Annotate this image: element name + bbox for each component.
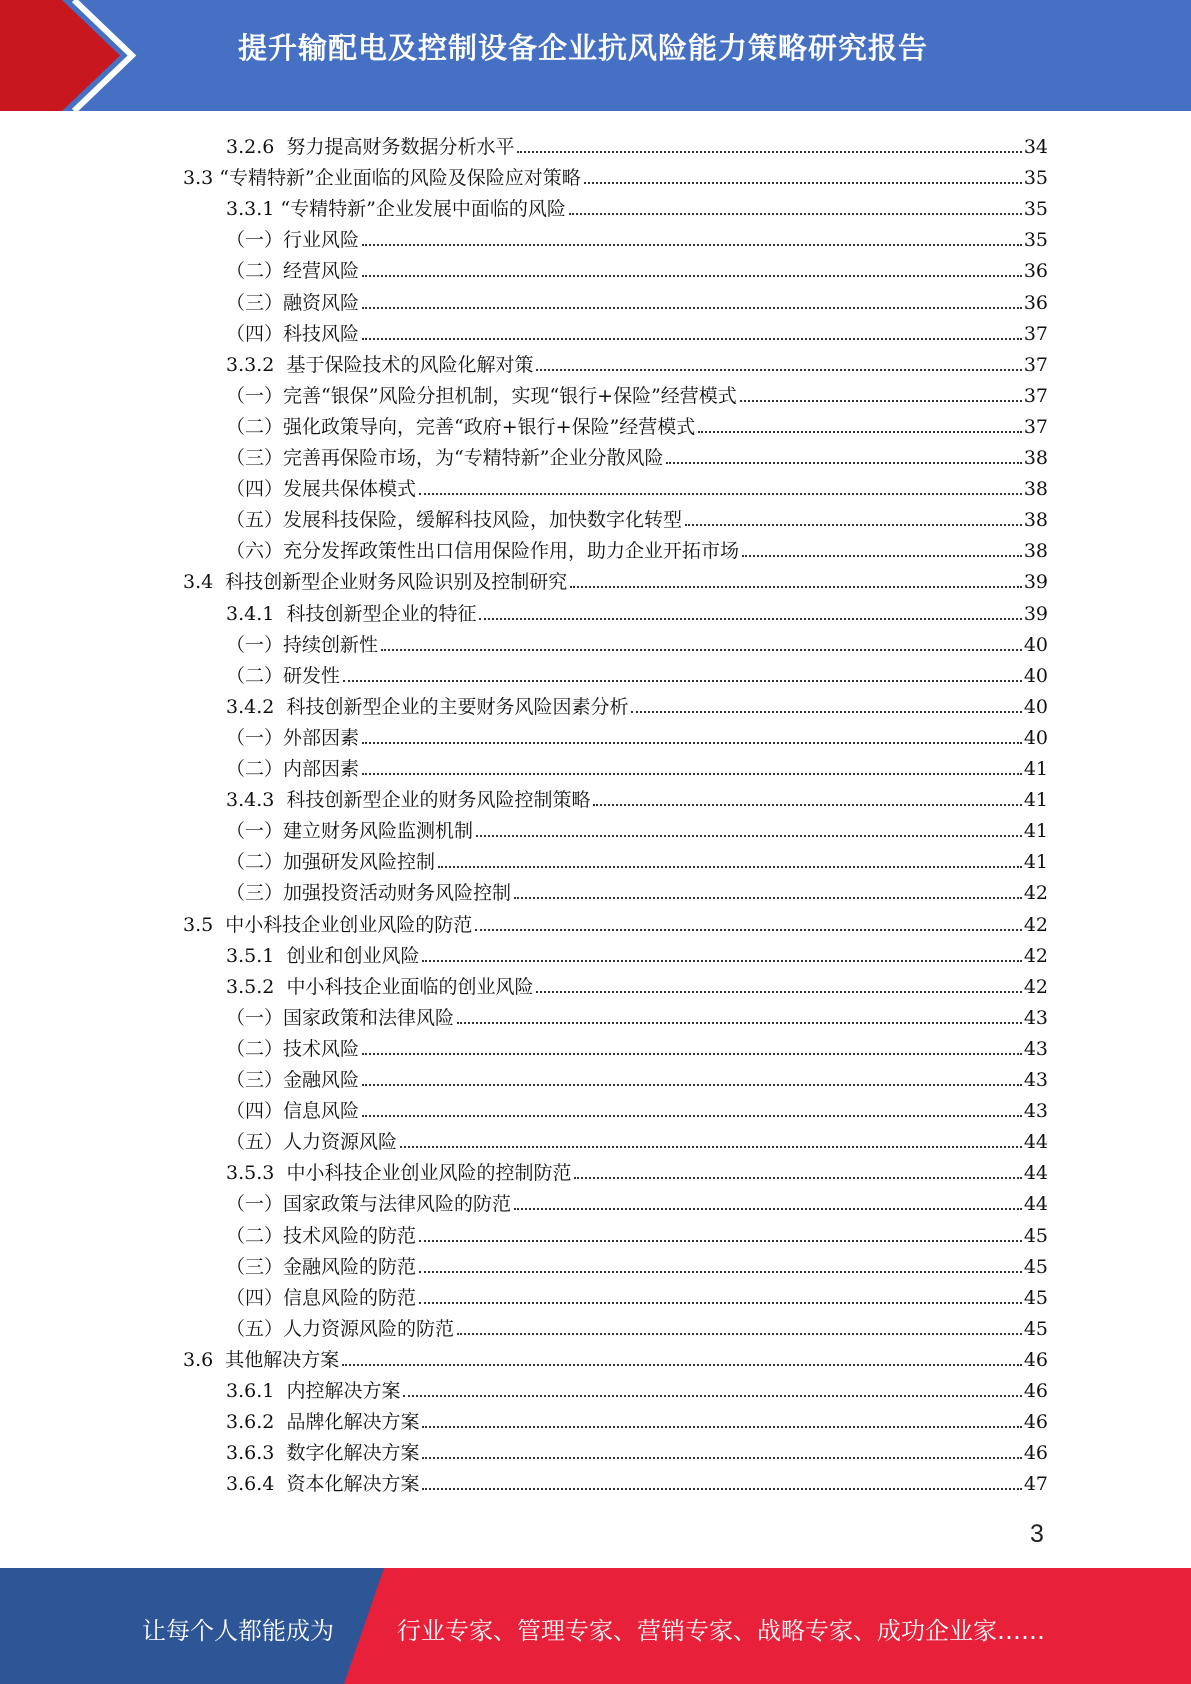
- footer-banner: [0, 1568, 1191, 1684]
- toc-entry[interactable]: [226, 750, 1048, 781]
- toc-entry-number: （一）: [226, 384, 284, 407]
- toc-entry-number: 3.4.3: [226, 789, 287, 812]
- toc-entry-title: 行业风险: [283, 229, 360, 252]
- toc-entry-title: 加强研发风险控制: [283, 851, 436, 874]
- toc-entry-title: 经营风险: [283, 260, 360, 283]
- toc-entry-title: 加强投资活动财务风险控制: [283, 882, 512, 905]
- toc-entry-page: 46: [1023, 1411, 1048, 1434]
- toc-entry[interactable]: [226, 1310, 1048, 1341]
- toc-entry[interactable]: [226, 1403, 1048, 1434]
- toc-entry-page: 35: [1023, 198, 1048, 221]
- toc-entry-title: 完善再保险市场，为“专精特新”企业分散风险: [283, 447, 664, 469]
- toc-dot-leader: [400, 1146, 1022, 1148]
- toc-entry-number: 3.6.1: [226, 1380, 287, 1402]
- toc-entry[interactable]: [226, 190, 1048, 221]
- toc-entry-number: （一）: [226, 1006, 284, 1029]
- toc-dot-leader: [419, 1302, 1022, 1304]
- toc-dot-leader: [536, 991, 1021, 993]
- toc-entry[interactable]: [226, 1372, 1048, 1403]
- toc-entry[interactable]: [226, 688, 1048, 719]
- toc-entry-title: 信息风险的防范: [283, 1286, 417, 1309]
- toc-dot-leader: [362, 1053, 1022, 1055]
- toc-entry-number: （一）: [226, 726, 284, 749]
- toc-dot-leader: [666, 462, 1021, 464]
- toc-entry-number: （二）: [226, 415, 284, 438]
- toc-dot-leader: [593, 804, 1021, 806]
- toc-entry-title: 充分发挥政策性出口信用保险作用，助力企业开拓市场: [283, 540, 740, 563]
- toc-dot-leader: [342, 1364, 1022, 1366]
- toc-entry-page: 44: [1023, 1193, 1048, 1216]
- toc-entry-number: 3.3: [183, 167, 220, 190]
- toc-dot-leader: [569, 213, 1022, 215]
- toc-entry-page: 40: [1023, 633, 1048, 656]
- toc-entry[interactable]: [226, 812, 1048, 843]
- toc-entry-number: （五）: [226, 1131, 284, 1154]
- toc-entry[interactable]: [226, 377, 1048, 408]
- toc-entry[interactable]: [226, 1434, 1048, 1465]
- toc-entry-title: 基于保险技术的风险化解对策: [286, 353, 534, 376]
- toc-entry-title: 研发性: [283, 664, 341, 687]
- toc-entry[interactable]: [226, 470, 1048, 501]
- toc-entry[interactable]: [226, 439, 1048, 470]
- toc-dot-leader: [362, 244, 1022, 246]
- toc-entry-title: 资本化解决方案: [286, 1473, 420, 1496]
- toc-dot-leader: [584, 182, 1022, 184]
- toc-entry-number: （三）: [226, 291, 284, 314]
- toc-entry-number: 3.6.4: [226, 1473, 287, 1496]
- toc-entry-page: 35: [1023, 167, 1048, 190]
- toc-dot-leader: [381, 649, 1022, 651]
- toc-entry-page: 45: [1023, 1286, 1048, 1309]
- toc-entry-number: 3.5.3: [226, 1162, 287, 1185]
- toc-entry-title: 国家政策与法律风险的防范: [283, 1193, 512, 1216]
- toc-entry-number: （一）: [226, 229, 284, 252]
- toc-dot-leader: [517, 151, 1021, 153]
- toc-dot-leader: [514, 1208, 1022, 1210]
- toc-entry-page: 46: [1023, 1348, 1048, 1371]
- toc-dot-leader: [362, 1084, 1022, 1086]
- toc-entry-title: 融资风险: [283, 291, 360, 314]
- toc-entry-number: （五）: [226, 509, 284, 532]
- toc-entry-page: 36: [1023, 291, 1048, 314]
- toc-entry-number: 3.5.1: [226, 944, 287, 967]
- toc-entry[interactable]: [183, 1341, 1048, 1372]
- toc-entry-title: 外部因素: [283, 726, 360, 749]
- toc-entry-page: 40: [1023, 726, 1048, 749]
- toc-dot-leader: [422, 1488, 1021, 1490]
- toc-entry-page: 45: [1023, 1255, 1048, 1278]
- toc-entry-page: 44: [1023, 1131, 1048, 1154]
- toc-entry-number: 3.6.2: [226, 1411, 287, 1434]
- toc-entry[interactable]: [226, 843, 1048, 874]
- toc-entry-number: （一）: [226, 820, 284, 843]
- toc-dot-leader: [631, 711, 1021, 713]
- footer-slogan-right: 行业专家、管理专家、营销专家、战略专家、成功企业家……: [397, 1617, 1045, 1645]
- toc-entry-page: 42: [1023, 975, 1048, 998]
- toc-dot-leader: [362, 742, 1022, 744]
- toc-entry[interactable]: [226, 501, 1048, 532]
- red-chevron-decoration: [0, 0, 160, 111]
- toc-entry-title: 内部因素: [283, 758, 360, 780]
- toc-entry-number: 3.5.2: [226, 975, 287, 998]
- toc-entry[interactable]: [226, 1248, 1048, 1279]
- toc-entry-number: 3.4: [183, 571, 226, 594]
- toc-dot-leader: [479, 618, 1021, 620]
- toc-entry-title: 中小科技企业面临的创业风险: [286, 975, 534, 998]
- toc-entry[interactable]: [226, 781, 1048, 812]
- toc-entry-page: 38: [1023, 447, 1048, 469]
- toc-entry-number: （四）: [226, 322, 284, 345]
- toc-entry-number: （三）: [226, 882, 284, 905]
- toc-dot-leader: [536, 369, 1021, 371]
- toc-dot-leader: [514, 897, 1022, 899]
- toc-entry-title: 人力资源风险: [283, 1131, 398, 1154]
- toc-entry-number: 3.4.2: [226, 695, 287, 718]
- toc-entry-number: 3.6.3: [226, 1442, 287, 1465]
- toc-entry-page: 43: [1023, 1069, 1048, 1091]
- toc-dot-leader: [422, 960, 1021, 962]
- toc-dot-leader: [457, 1333, 1022, 1335]
- toc-entry-page: 42: [1023, 944, 1048, 967]
- toc-entry-page: 43: [1023, 1006, 1048, 1029]
- toc-dot-leader: [362, 1115, 1022, 1117]
- toc-dot-leader: [343, 680, 1022, 682]
- toc-entry-title: 品牌化解决方案: [286, 1411, 420, 1434]
- toc-entry-title: 建立财务风险监测机制: [283, 820, 474, 843]
- toc-entry[interactable]: [226, 937, 1048, 968]
- toc-dot-leader: [362, 275, 1022, 277]
- toc-entry-page: 39: [1023, 602, 1048, 625]
- toc-entry-page: 43: [1023, 1100, 1048, 1123]
- toc-entry-number: （一）: [226, 633, 284, 656]
- toc-dot-leader: [362, 338, 1022, 340]
- toc-entry-title: 中小科技企业创业风险的防范: [225, 913, 473, 936]
- toc-entry[interactable]: [226, 1185, 1048, 1216]
- toc-dot-leader: [422, 1457, 1021, 1459]
- toc-entry-page: 34: [1023, 136, 1048, 158]
- toc-entry-title: 科技风险: [283, 322, 360, 345]
- toc-entry-number: 3.3.1: [226, 198, 281, 221]
- toc-entry-title: 科技创新型企业的特征: [286, 602, 477, 625]
- toc-dot-leader: [476, 835, 1022, 837]
- toc-entry-page: 38: [1023, 509, 1048, 532]
- toc-entry-title: 创业和创业风险: [286, 944, 420, 967]
- toc-entry-page: 41: [1023, 758, 1048, 780]
- toc-entry[interactable]: [226, 1123, 1048, 1154]
- toc-entry-number: （二）: [226, 1224, 284, 1247]
- toc-entry-page: 42: [1023, 913, 1048, 936]
- toc-entry-title: “专精特新”企业面临的风险及保险应对策略: [219, 167, 581, 190]
- toc-entry[interactable]: [226, 626, 1048, 657]
- toc-entry-page: 40: [1023, 695, 1048, 718]
- toc-dot-leader: [740, 400, 1022, 402]
- toc-entry-page: 35: [1023, 229, 1048, 252]
- toc-dot-leader: [403, 1395, 1021, 1397]
- toc-entry[interactable]: [226, 1154, 1048, 1185]
- toc-entry[interactable]: [226, 1279, 1048, 1310]
- toc-entry-page: 44: [1023, 1162, 1048, 1185]
- toc-dot-leader: [570, 586, 1022, 588]
- toc-entry-page: 40: [1023, 664, 1048, 687]
- toc-entry-title: 科技创新型企业财务风险识别及控制研究: [225, 571, 568, 594]
- toc-entry-number: （四）: [226, 478, 284, 501]
- footer-slogan-left: 让每个人都能成为: [142, 1617, 334, 1645]
- toc-entry[interactable]: [226, 595, 1048, 626]
- toc-entry-page: 42: [1023, 882, 1048, 905]
- toc-entry-number: 3.6: [183, 1348, 226, 1371]
- toc-dot-leader: [742, 555, 1022, 557]
- toc-dot-leader: [419, 1271, 1022, 1273]
- toc-entry[interactable]: [226, 128, 1048, 159]
- toc-entry[interactable]: [226, 1217, 1048, 1248]
- toc-entry[interactable]: [226, 1061, 1048, 1092]
- toc-entry-number: 3.4.1: [226, 602, 287, 625]
- toc-dot-leader: [422, 1426, 1021, 1428]
- toc-entry-number: （三）: [226, 1255, 284, 1278]
- toc-dot-leader: [419, 493, 1022, 495]
- toc-entry[interactable]: [226, 408, 1048, 439]
- toc-entry-title: 技术风险: [283, 1037, 360, 1060]
- toc-entry-page: 46: [1023, 1380, 1048, 1402]
- toc-entry-title: 信息风险: [283, 1100, 360, 1123]
- toc-entry[interactable]: [226, 1092, 1048, 1123]
- toc-entry-number: （三）: [226, 447, 284, 469]
- toc-dot-leader: [475, 929, 1022, 931]
- toc-entry-number: （五）: [226, 1317, 284, 1340]
- toc-entry-title: 科技创新型企业的主要财务风险因素分析: [286, 695, 629, 718]
- toc-entry-number: （二）: [226, 260, 284, 283]
- toc-entry-title: 强化政策导向，完善“政府+银行+保险”经营模式: [283, 415, 696, 438]
- toc-entry-page: 38: [1023, 540, 1048, 563]
- toc-entry-number: （一）: [226, 1193, 284, 1216]
- toc-entry-page: 37: [1023, 353, 1048, 376]
- toc-entry[interactable]: [226, 1030, 1048, 1061]
- toc-entry-page: 39: [1023, 571, 1048, 594]
- toc-entry-page: 37: [1023, 384, 1048, 407]
- toc-entry-page: 38: [1023, 478, 1048, 501]
- toc-dot-leader: [362, 307, 1022, 309]
- toc-entry-page: 41: [1023, 820, 1048, 843]
- report-title: 提升输配电及控制设备企业抗风险能力策略研究报告: [238, 31, 929, 65]
- toc-entry-page: 45: [1023, 1224, 1048, 1247]
- toc-entry-page: 41: [1023, 851, 1048, 874]
- toc-entry-title: 技术风险的防范: [283, 1224, 417, 1247]
- toc-entry-number: （四）: [226, 1100, 284, 1123]
- toc-entry-page: 37: [1023, 415, 1048, 438]
- toc-entry[interactable]: [226, 719, 1048, 750]
- toc-entry-title: 发展共保体模式: [283, 478, 417, 501]
- toc-entry-number: （二）: [226, 851, 284, 874]
- toc-entry-title: 国家政策和法律风险: [283, 1006, 455, 1029]
- toc-entry[interactable]: [226, 874, 1048, 905]
- toc-entry[interactable]: [226, 252, 1048, 283]
- toc-entry[interactable]: [183, 159, 1048, 190]
- toc-entry-page: 47: [1023, 1473, 1048, 1496]
- toc-entry-number: 3.2.6: [226, 136, 287, 158]
- toc-dot-leader: [574, 1177, 1021, 1179]
- toc-entry-title: 金融风险: [283, 1069, 360, 1091]
- header-banner: [0, 0, 1191, 111]
- toc-entry-title: 内控解决方案: [286, 1380, 401, 1402]
- toc-entry-number: （二）: [226, 758, 284, 780]
- toc-entry-number: （三）: [226, 1069, 284, 1091]
- toc-entry-title: 数字化解决方案: [286, 1442, 420, 1465]
- toc-entry-title: “专精特新”企业发展中面临的风险: [280, 198, 566, 221]
- toc-entry-number: 3.3.2: [226, 353, 287, 376]
- toc-entry-page: 41: [1023, 789, 1048, 812]
- toc-entry[interactable]: [226, 532, 1048, 563]
- toc-entry[interactable]: [226, 284, 1048, 315]
- toc-dot-leader: [362, 773, 1022, 775]
- toc-dot-leader: [457, 1022, 1022, 1024]
- toc-entry-title: 中小科技企业创业风险的控制防范: [286, 1162, 572, 1185]
- toc-entry[interactable]: [226, 221, 1048, 252]
- toc-entry[interactable]: [226, 657, 1048, 688]
- toc-entry-title: 科技创新型企业的财务风险控制策略: [286, 789, 591, 812]
- toc-entry-title: 持续创新性: [283, 633, 379, 656]
- toc-entry-page: 36: [1023, 260, 1048, 283]
- page-number: 3: [1030, 1520, 1044, 1548]
- toc-entry-number: （二）: [226, 664, 284, 687]
- toc-entry[interactable]: [226, 999, 1048, 1030]
- toc-entry-number: （六）: [226, 540, 284, 563]
- toc-entry-title: 发展科技保险，缓解科技风险，加快数字化转型: [283, 509, 683, 532]
- toc-entry-page: 37: [1023, 322, 1048, 345]
- toc-entry-title: 金融风险的防范: [283, 1255, 417, 1278]
- toc-entry-number: 3.5: [183, 913, 226, 936]
- toc-entry-title: 努力提高财务数据分析水平: [286, 136, 515, 158]
- toc-entry[interactable]: [226, 968, 1048, 999]
- toc-entry-page: 46: [1023, 1442, 1048, 1465]
- toc-entry[interactable]: [226, 1465, 1048, 1496]
- toc-entry[interactable]: [226, 315, 1048, 346]
- toc-dot-leader: [698, 431, 1022, 433]
- toc-entry[interactable]: [183, 563, 1048, 594]
- toc-dot-leader: [419, 1240, 1022, 1242]
- toc-entry[interactable]: [226, 346, 1048, 377]
- toc-entry[interactable]: [183, 906, 1048, 937]
- toc-dot-leader: [438, 866, 1022, 868]
- toc-dot-leader: [685, 524, 1022, 526]
- toc-entry-title: 完善“银保”风险分担机制，实现“银行+保险”经营模式: [283, 384, 737, 407]
- toc-entry-page: 43: [1023, 1037, 1048, 1060]
- toc-entry-title: 其他解决方案: [225, 1348, 340, 1371]
- toc-entry-page: 45: [1023, 1317, 1048, 1340]
- toc-entry-title: 人力资源风险的防范: [283, 1317, 455, 1340]
- toc-entry-number: （二）: [226, 1037, 284, 1060]
- toc-entry-number: （四）: [226, 1286, 284, 1309]
